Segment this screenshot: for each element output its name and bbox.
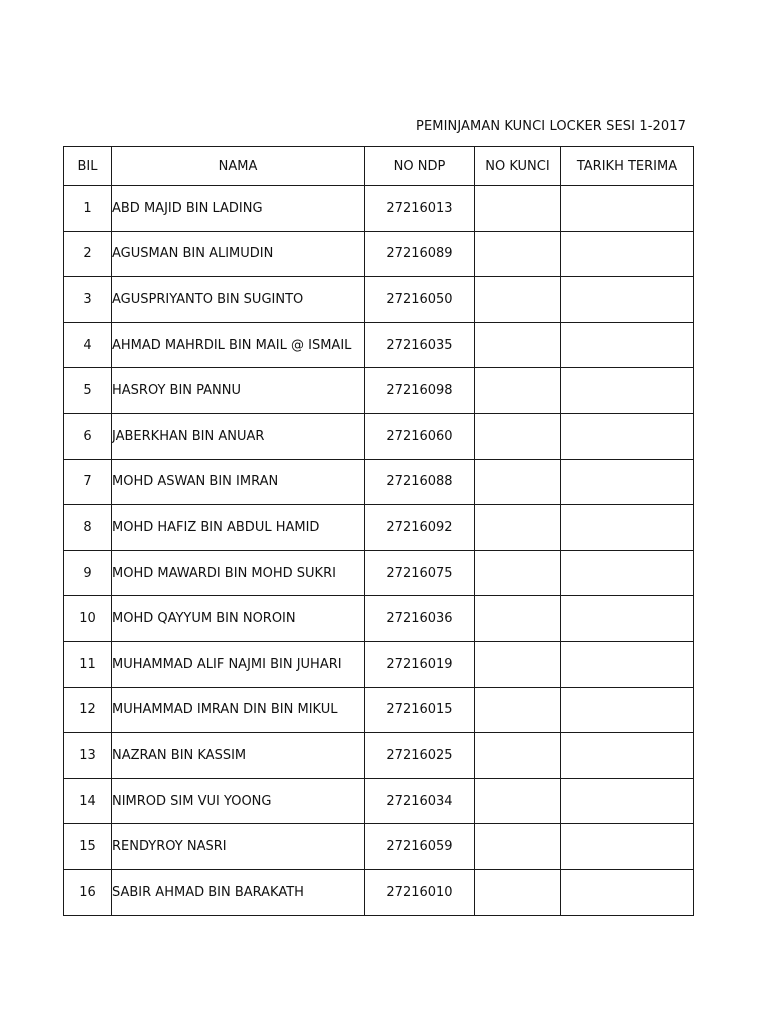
table-row [64,186,694,232]
locker-key-table [63,146,694,916]
cell-ndp: 27216089 [365,231,475,277]
cell-nama: JABERKHAN BIN ANUAR [112,413,365,459]
cell-kunci[interactable] [475,277,561,323]
cell-ndp: 27216098 [365,368,475,414]
cell-nama: MOHD ASWAN BIN IMRAN [112,459,365,505]
cell-tarikh[interactable] [561,413,694,459]
table-body [64,186,694,916]
cell-nama: AHMAD MAHRDIL BIN MAIL @ ISMAIL [112,322,365,368]
table-row [64,550,694,596]
cell-bil: 15 [64,824,112,870]
table-row [64,505,694,551]
cell-nama: MUHAMMAD IMRAN DIN BIN MIKUL [112,687,365,733]
table-row [64,596,694,642]
cell-bil: 9 [64,550,112,596]
cell-nama: NAZRAN BIN KASSIM [112,733,365,779]
cell-kunci[interactable] [475,322,561,368]
cell-ndp: 27216035 [365,322,475,368]
cell-kunci[interactable] [475,186,561,232]
cell-ndp: 27216088 [365,459,475,505]
cell-kunci[interactable] [475,596,561,642]
header-nama: NAMA [112,147,365,186]
cell-ndp: 27216010 [365,869,475,915]
cell-ndp: 27216019 [365,641,475,687]
cell-nama: AGUSMAN BIN ALIMUDIN [112,231,365,277]
cell-ndp: 27216060 [365,413,475,459]
cell-kunci[interactable] [475,641,561,687]
cell-kunci[interactable] [475,550,561,596]
table-row [64,733,694,779]
cell-bil: 7 [64,459,112,505]
header-bil: BIL [64,147,112,186]
cell-kunci[interactable] [475,413,561,459]
cell-bil: 10 [64,596,112,642]
cell-tarikh[interactable] [561,778,694,824]
cell-tarikh[interactable] [561,596,694,642]
header-row [64,147,694,186]
cell-tarikh[interactable] [561,368,694,414]
cell-ndp: 27216025 [365,733,475,779]
cell-nama: MUHAMMAD ALIF NAJMI BIN JUHARI [112,641,365,687]
document-title: PEMINJAMAN KUNCI LOCKER SESI 1-2017 [416,119,686,134]
cell-ndp: 27216050 [365,277,475,323]
table-header [64,147,694,186]
header-tarikh-terima: TARIKH TERIMA [561,147,694,186]
cell-ndp: 27216059 [365,824,475,870]
cell-tarikh[interactable] [561,505,694,551]
table-row [64,687,694,733]
cell-tarikh[interactable] [561,687,694,733]
cell-kunci[interactable] [475,778,561,824]
cell-tarikh[interactable] [561,186,694,232]
cell-ndp: 27216092 [365,505,475,551]
table-row [64,824,694,870]
cell-kunci[interactable] [475,824,561,870]
cell-kunci[interactable] [475,231,561,277]
cell-nama: MOHD QAYYUM BIN NOROIN [112,596,365,642]
cell-nama: MOHD HAFIZ BIN ABDUL HAMID [112,505,365,551]
cell-nama: NIMROD SIM VUI YOONG [112,778,365,824]
cell-bil: 13 [64,733,112,779]
cell-nama: RENDYROY NASRI [112,824,365,870]
header-no-kunci: NO KUNCI [475,147,561,186]
cell-bil: 14 [64,778,112,824]
cell-kunci[interactable] [475,459,561,505]
table-row [64,869,694,915]
table-row [64,413,694,459]
cell-tarikh[interactable] [561,733,694,779]
table-row [64,459,694,505]
cell-nama: MOHD MAWARDI BIN MOHD SUKRI [112,550,365,596]
cell-bil: 2 [64,231,112,277]
header-no-ndp: NO NDP [365,147,475,186]
table-row [64,322,694,368]
cell-bil: 6 [64,413,112,459]
cell-bil: 16 [64,869,112,915]
cell-ndp: 27216013 [365,186,475,232]
cell-nama: HASROY BIN PANNU [112,368,365,414]
cell-nama: ABD MAJID BIN LADING [112,186,365,232]
cell-kunci[interactable] [475,505,561,551]
cell-bil: 12 [64,687,112,733]
cell-bil: 4 [64,322,112,368]
cell-bil: 8 [64,505,112,551]
cell-tarikh[interactable] [561,824,694,870]
cell-tarikh[interactable] [561,231,694,277]
cell-ndp: 27216015 [365,687,475,733]
cell-bil: 3 [64,277,112,323]
cell-nama: SABIR AHMAD BIN BARAKATH [112,869,365,915]
cell-bil: 1 [64,186,112,232]
cell-bil: 11 [64,641,112,687]
cell-tarikh[interactable] [561,459,694,505]
table-row [64,778,694,824]
cell-kunci[interactable] [475,687,561,733]
cell-tarikh[interactable] [561,641,694,687]
cell-ndp: 27216034 [365,778,475,824]
cell-ndp: 27216075 [365,550,475,596]
cell-kunci[interactable] [475,733,561,779]
cell-tarikh[interactable] [561,869,694,915]
cell-nama: AGUSPRIYANTO BIN SUGINTO [112,277,365,323]
cell-kunci[interactable] [475,869,561,915]
table-row [64,641,694,687]
table-row [64,277,694,323]
table-row [64,231,694,277]
cell-tarikh[interactable] [561,550,694,596]
cell-ndp: 27216036 [365,596,475,642]
cell-tarikh[interactable] [561,322,694,368]
cell-bil: 5 [64,368,112,414]
cell-tarikh[interactable] [561,277,694,323]
table-row [64,368,694,414]
cell-kunci[interactable] [475,368,561,414]
